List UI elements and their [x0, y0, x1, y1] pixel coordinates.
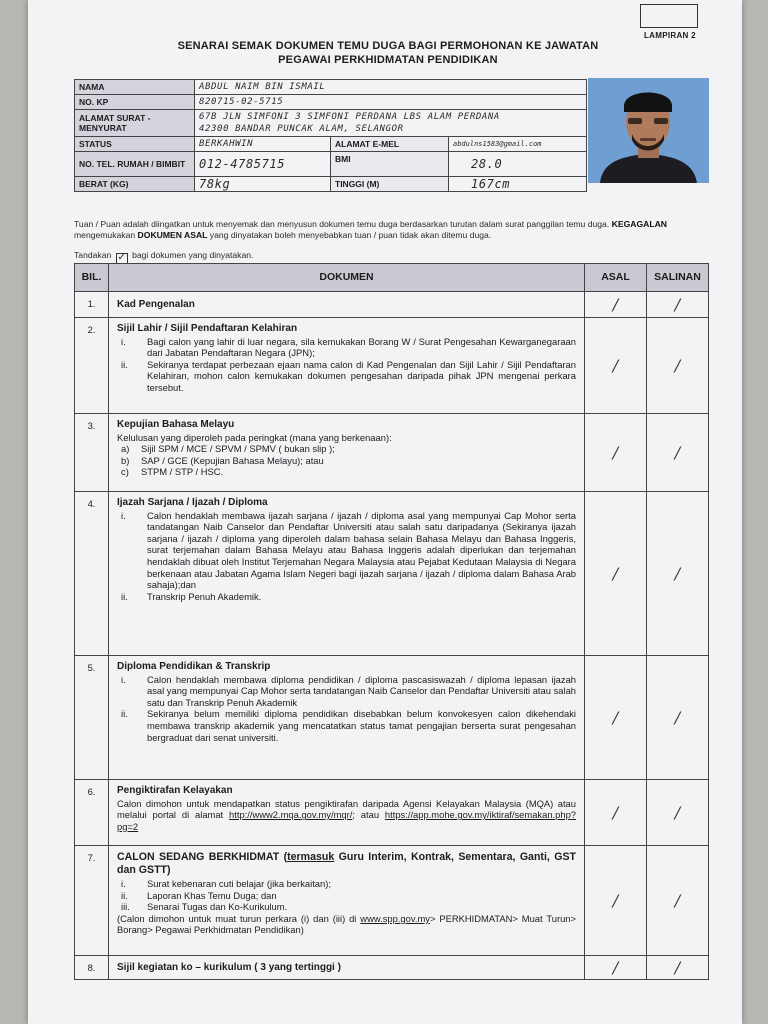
row-document	[109, 318, 585, 414]
list-text: Calon hendaklah membawa diploma pendidikan / diploma pascasiswazah / diploma lepasan ijazah asal yang mempunyai Cap Mohor serta tandatangan Naib Canselor dan Pendaftar Universiti atau salah satu dan Transkrip Penuh Akademik	[147, 673, 576, 708]
row-number: 3.	[75, 414, 109, 492]
list-marker: i.	[121, 673, 126, 685]
applicant-photo-icon	[588, 78, 709, 183]
row-document	[109, 656, 585, 780]
email-label: ALAMAT E-MEL	[331, 137, 449, 152]
list-item	[117, 901, 576, 913]
note-text: (Calon dimohon untuk muat turun perkara (i) dan (iii) di	[117, 912, 361, 924]
list-item	[117, 591, 576, 603]
row-number: 5.	[75, 656, 109, 780]
alamat-line-1: 67B JLN SIMFONI 3 SIMFONI PERDANA LBS ALAM PERDANA	[199, 112, 500, 122]
reference-box	[640, 4, 698, 28]
list-marker: ii.	[121, 358, 128, 370]
salinan-tick-mark[interactable]: /	[647, 292, 709, 318]
table-row	[75, 956, 709, 980]
title-line-2: PEGAWAI PERKHIDMATAN PENDIDIKAN	[278, 54, 498, 66]
status-label: STATUS	[75, 137, 195, 152]
alamat-label: ALAMAT SURAT - MENYURAT	[75, 110, 195, 137]
row-document	[109, 292, 585, 318]
list-text: Bagi calon yang lahir di luar negara, sila kemukakan Borang W / Surat Pengesahan Kewarganegaraan dari Jabatan Pendaftaran Negara (JPN);	[147, 335, 576, 359]
list-text: Senarai Tugas dan Ko-Kurikulum.	[147, 901, 288, 913]
list-item	[117, 708, 576, 743]
list-marker: b)	[121, 454, 130, 466]
list-text: Sekiranya belum memiliki diploma pendidikan disebabkan belum konvokesyen calon dikehendaki membawa transkrip akademik yang mencatatkan status tamat pengajian berserta surat pengesahan bergraduat dari senat universiti.	[147, 708, 576, 743]
mohe-iktiraf-link[interactable]: https://app.mohe.gov.my/iktiraf/semakan.php?pg=2	[117, 809, 576, 832]
row-heading	[117, 851, 576, 877]
asal-tick-mark[interactable]: /	[585, 318, 647, 414]
tinggi-value: 167cm	[449, 177, 587, 192]
row-heading: Pengiktirafan Kelayakan	[117, 785, 233, 796]
salinan-tick-mark[interactable]: /	[647, 492, 709, 656]
notice-text-a: Tuan / Puan adalah diingatkan untuk menyemak dan menyusun dokumen temu duga berdasarkan turutan dalam surat panggilan temu duga.	[74, 219, 612, 229]
list-item	[117, 455, 576, 467]
list-text: Sekiranya terdapat perbezaan ejaan nama calon di Kad Pengenalan dan Sijil Lahir / Sijil Pendaftaran Kelahiran, mohon calon kemukakan dokumen pengesahan daripada pihak JPN mengenai perkara tersebut.	[147, 358, 576, 393]
download-note	[117, 913, 576, 936]
row-number: 2.	[75, 318, 109, 414]
salinan-tick-mark[interactable]: /	[647, 656, 709, 780]
salinan-tick-mark[interactable]: /	[647, 780, 709, 846]
document-page	[28, 0, 742, 1024]
asal-tick-mark[interactable]: /	[585, 414, 647, 492]
applicant-info-table	[74, 79, 587, 192]
list-text: Laporan Khas Temu Duga; dan	[147, 889, 277, 901]
header-dokumen: DOKUMEN	[109, 264, 585, 292]
row-heading: Sijil Lahir / Sijil Pendaftaran Kelahiran	[117, 323, 298, 334]
header-bil: BIL.	[75, 264, 109, 292]
row-number: 8.	[75, 956, 109, 980]
nokp-label: NO. KP	[75, 95, 195, 110]
asal-tick-mark[interactable]: /	[585, 656, 647, 780]
list-text: Transkrip Penuh Akademik.	[147, 590, 262, 602]
list-text: STPM / STP / HSC.	[141, 466, 224, 478]
row-heading: Kad Pengenalan	[117, 298, 195, 310]
list-text: Calon hendaklah membawa ijazah sarjana / ijazah / diploma asal yang mempunyai Cap Mohor serta tandatangan Naib Canselor dan Pendaftar Universiti atau salah satu daripadanya (Sekiranya ijazah sarjana / ijazah / diploma yang diperoleh dalam bahasa selain Bahasa Melayu dan Bahasa Inggeris, surat terjemahan dalam Bahasa Melayu atau Bahasa Inggeris adalah diperlukan dan terjemahan hendaklah dibuat oleh Institut Terjemahan Negara Malaysia atau Pejabat Kedutaan Malaysia di Negara berkenaan atau Jabatan Agama Islam Negeri bagi ijazah sarjana / ijazah / diploma dalam Bahasa Arab sahaja);dan	[147, 509, 576, 591]
note-text: > PERKHIDMATAN> Muat Turun> Borang> Pegawai Perkhidmatan Pendidikan)	[117, 912, 576, 936]
list-text: Surat kebenaran cuti belajar (jika berkaitan);	[147, 878, 331, 889]
photo-illustration	[588, 78, 709, 183]
table-row	[75, 292, 709, 318]
list-marker: ii.	[121, 889, 128, 901]
berat-label: BERAT (KG)	[75, 177, 195, 192]
bmi-value: 28.0	[449, 152, 587, 177]
bmi-label: BMI	[331, 152, 449, 177]
nama-value: ABDUL NAIM BIN ISMAIL	[195, 80, 587, 95]
header-asal: ASAL	[585, 264, 647, 292]
row-document	[109, 846, 585, 956]
alamat-line-2: 42300 BANDAR PUNCAK ALAM, SELANGOR	[199, 124, 404, 134]
document-title	[138, 39, 638, 67]
list-item	[117, 674, 576, 709]
table-row	[75, 414, 709, 492]
alamat-value	[195, 110, 587, 137]
row-text: Calon dimohon untuk mendapatkan status pengiktirafan daripada Agensi Kelayakan Malaysia (MQA) atau melalui portal di alamat	[117, 797, 576, 821]
row-number: 7.	[75, 846, 109, 956]
tandakan-text-a: Tandakan	[74, 250, 112, 260]
asal-tick-mark[interactable]: /	[585, 846, 647, 956]
notice-text-b: mengemukakan	[74, 230, 138, 240]
tandakan-text-b: bagi dokumen yang dinyatakan.	[132, 250, 254, 260]
checkbox-icon: ✓	[117, 252, 126, 263]
asal-tick-mark[interactable]: /	[585, 292, 647, 318]
asal-tick-mark[interactable]: /	[585, 780, 647, 846]
list-marker: i.	[121, 878, 126, 889]
asal-tick-mark[interactable]: /	[585, 492, 647, 656]
list-marker: iii.	[121, 901, 130, 913]
heading-part: Guru Interim, Kontrak, Sementara, Ganti, GST dan GSTT)	[117, 851, 577, 876]
table-row	[75, 656, 709, 780]
document-checklist-table	[74, 263, 709, 980]
list-text: Sijil SPM / MCE / SPVM / SPMV ( bukan slip );	[141, 443, 335, 455]
table-row	[75, 492, 709, 656]
notice-bold-dokumen-asal: DOKUMEN ASAL	[137, 230, 208, 240]
row-heading: Kepujian Bahasa Melayu	[117, 419, 235, 430]
list-marker: ii.	[121, 590, 128, 602]
row-heading: Sijil kegiatan ko – kurikulum ( 3 yang tertinggi )	[117, 961, 341, 973]
heading-part: CALON SEDANG BERKHIDMAT (	[117, 851, 288, 863]
nokp-value: 820715-02-5715	[195, 95, 587, 110]
heading-underlined: termasuk	[287, 851, 335, 863]
mqa-portal-link[interactable]: http://www2.mqa.gov.my/mqr/	[229, 809, 353, 821]
row-intro: Kelulusan yang diperoleh pada peringkat (mana yang berkenaan):	[117, 431, 392, 443]
tel-value: 012-4785715	[195, 152, 331, 177]
list-item	[117, 359, 576, 394]
status-value: BERKAHWIN	[195, 137, 331, 152]
list-item	[117, 443, 576, 455]
checklist-header-row	[75, 264, 709, 292]
list-item	[117, 336, 576, 359]
table-row	[75, 318, 709, 414]
notice-text-c: yang dinyatakan boleh menyebabkan tuan / puan tidak akan ditemu duga.	[207, 230, 492, 240]
instruction-note	[74, 219, 704, 241]
row-number: 1.	[75, 292, 109, 318]
list-item	[117, 510, 576, 591]
table-row	[75, 846, 709, 956]
header-salinan: SALINAN	[647, 264, 709, 292]
list-item	[117, 890, 576, 902]
salinan-tick-mark[interactable]: /	[647, 318, 709, 414]
nama-label: NAMA	[75, 80, 195, 95]
list-marker: i.	[121, 509, 126, 521]
salinan-tick-mark[interactable]: /	[647, 846, 709, 956]
berat-value: 78kg	[195, 177, 331, 192]
row-document	[109, 414, 585, 492]
list-marker: c)	[121, 466, 129, 478]
tel-label: NO. TEL. RUMAH / BIMBIT	[75, 152, 195, 177]
row-number: 6.	[75, 780, 109, 846]
spp-link[interactable]: www.spp.gov.my	[360, 912, 430, 924]
list-marker: ii.	[121, 708, 128, 720]
asal-tick-mark[interactable]: /	[585, 956, 647, 980]
title-line-1: SENARAI SEMAK DOKUMEN TEMU DUGA BAGI PERMOHONAN KE JAWATAN	[177, 40, 599, 52]
tinggi-label: TINGGI (M)	[331, 177, 449, 192]
row-document	[109, 956, 585, 980]
row-number: 4.	[75, 492, 109, 656]
table-row	[75, 780, 709, 846]
row-text: ; atau	[352, 809, 385, 821]
row-heading: Diploma Pendidikan & Transkrip	[117, 661, 271, 672]
email-value: abdulns1583@gmail.com	[449, 137, 587, 152]
list-text: SAP / GCE (Kepujian Bahasa Melayu); atau	[141, 454, 324, 466]
salinan-tick-mark[interactable]: /	[647, 414, 709, 492]
row-document	[109, 780, 585, 846]
list-item	[117, 878, 576, 890]
list-item	[117, 466, 576, 478]
lampiran-label: LAMPIRAN 2	[644, 31, 696, 40]
notice-bold-kegagalan: KEGAGALAN	[611, 219, 668, 229]
row-document	[109, 492, 585, 656]
list-marker: a)	[121, 443, 130, 455]
salinan-tick-mark[interactable]: /	[647, 956, 709, 980]
row-heading: Ijazah Sarjana / Ijazah / Diploma	[117, 497, 268, 508]
list-marker: i.	[121, 335, 126, 347]
